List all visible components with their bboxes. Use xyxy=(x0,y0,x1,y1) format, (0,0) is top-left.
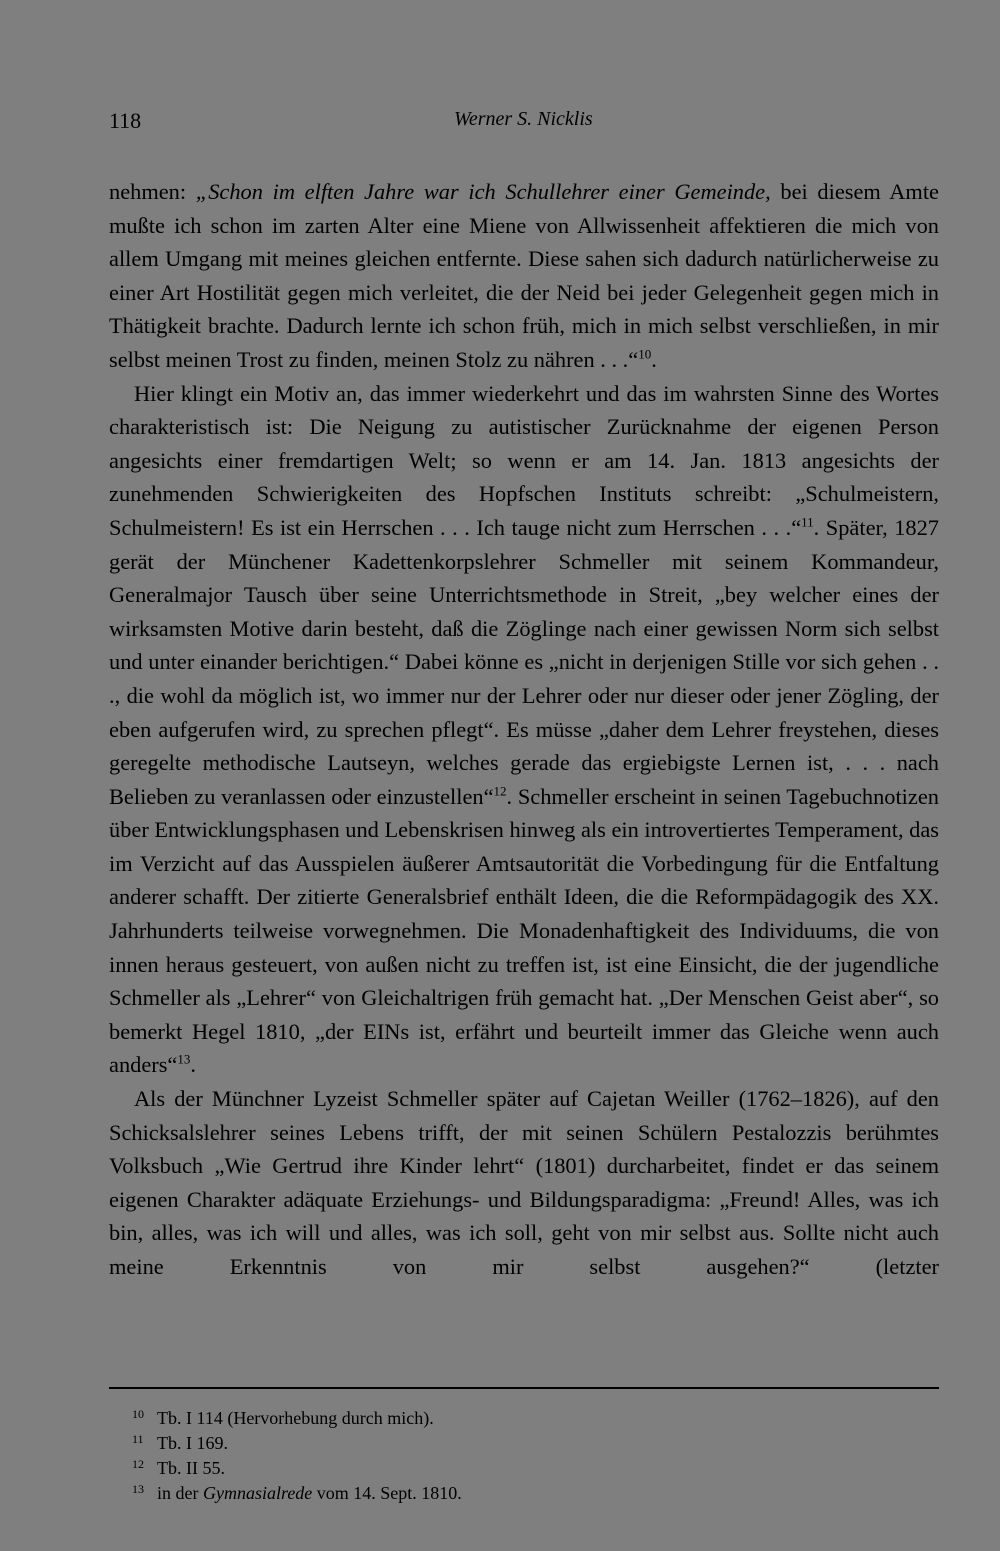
paragraph-3 xyxy=(109,1082,939,1284)
italic-quote: „Schon im elften Jahre war ich Schullehrer einer Gemeinde, xyxy=(195,179,771,204)
footnote-text: Tb. I 169. xyxy=(157,1433,228,1453)
footnote-13 xyxy=(109,1481,939,1506)
footnote-11 xyxy=(109,1431,939,1456)
footnote-10 xyxy=(109,1406,939,1431)
paragraph-2 xyxy=(109,377,939,1082)
footnote-number: 10 xyxy=(132,1407,144,1421)
text-run: . xyxy=(651,346,657,372)
footnote-text xyxy=(157,1483,462,1503)
text-run: . xyxy=(190,1052,196,1078)
footnote-text: Tb. I 114 (Hervorhebung durch mich). xyxy=(157,1408,434,1428)
text-run: bei diesem Amte mußte ich schon im zarten Alter eine Miene von Allwissenheit affektieren die mich von allem Umgang mit meines gleichen entfernte. Diese sahen sich dadurch natürlicherweise zu einer Art Hostilität gegen mich verleitet, die der Neid bei jeder Gelegenheit gegen mich in Thätigkeit brachte. Dadurch lernte ich schon früh, mich in mich selbst verschließen, in mir selbst meinen Trost zu finden, meinen Stolz zu nähren . . .“ xyxy=(109,179,939,372)
text-run: . Später, 1827 gerät der Münchener Kadettenkorpslehrer Schmeller mit seinem Kommandeur, Generalmajor Tausch über seine Unterrichtsmethode in Streit, „bey welcher eines der wirksamsten Motive darin besteht, daß die Zöglinge nach einer gewissen Norm sich selbst und unter einander berichtigen.“ Dabei könne es „nicht in derjenigen Stille vor sich gehen . . ., die wohl da möglich ist, wo immer nur der Lehrer oder nur dieser oder jener Zögling, der eben aufgerufen wird, zu sprechen pflegt“. Es müsse „daher dem Lehrer freystehen, dieses geregelte methodische Lautseyn, welches gerade das ergiebigste Lernen ist, . . . nach Belieben zu veranlassen oder einzustellen“ xyxy=(109,514,939,809)
paragraph-1 xyxy=(109,175,939,377)
text-run: . Schmeller erscheint in seinen Tagebuchnotizen über Entwicklungsphasen und Lebenskrisen hinweg als ein introvertiertes Temperament, das im Verzicht auf das Ausspielen äußerer Amtsautorität die Vorbedingung für die Entfaltung anderer schafft. Der zitierte Generalsbrief enthält Ideen, die die Reformpädagogik des XX. Jahrhunderts teilweise vorwegnehmen. Die Monadenhaftigkeit des Individuums, die von innen heraus gesteuert, von außen nicht zu treffen ist, ist eine Einsicht, die der jugendliche Schmeller als „Lehrer“ von Gleichaltrigen früh gemacht hat. „Der Menschen Geist aber“, so bemerkt Hegel 1810, „der EINs ist, erfährt und beurteilt immer das Gleiche wenn auch anders“ xyxy=(109,783,939,1078)
footnote-ref-12: 12 xyxy=(493,783,507,799)
footnote-12 xyxy=(109,1456,939,1481)
footnote-text: Tb. II 55. xyxy=(157,1458,225,1478)
body-text xyxy=(109,175,939,1284)
footnote-number: 13 xyxy=(132,1482,144,1496)
footnote-ref-13: 13 xyxy=(177,1051,191,1067)
footnote-ref-11: 11 xyxy=(801,514,814,530)
text-run: Als der Münchner Lyzeist Schmeller später auf Cajetan Weiller (1762–1826), auf den Schicksalslehrer seines Lebens trifft, der mit seinen Schülern Pestalozzis berühmtes Volksbuch „Wie Gertrud ihre Kinder lehrt“ (1801) durcharbeitet, findet er das seinem eigenen Charakter adäquate Erziehungs- und Bildungsparadigma: „Freund! Alles, was ich bin, alles, was ich will und alles, was ich soll, geht von mir selbst aus. Sollte nicht auch meine Erkenntnis von mir selbst ausgehen?“ (letzter xyxy=(109,1086,939,1279)
footnote-number: 11 xyxy=(132,1432,144,1446)
running-head-author: Werner S. Nicklis xyxy=(454,108,593,130)
italic-title: Gymnasialrede xyxy=(202,1483,313,1503)
page-number: 118 xyxy=(109,108,142,133)
footnote-number: 12 xyxy=(132,1457,144,1471)
page-header xyxy=(109,108,939,138)
text-run: Hier klingt ein Motiv an, das immer wiederkehrt und das im wahrsten Sinne des Wortes charakteristisch ist: Die Neigung zu autistischer Zurücknahme der eigenen Person angesichts einer fremdartigen Welt; so wenn er am 14. Jan. 1813 angesichts der zunehmenden Schwierigkeiten des Hopfschen Instituts schreibt: „Schulmeistern, Schulmeistern! Es ist ein Herrschen . . . Ich tauge nicht zum Herrschen . . .“ xyxy=(109,380,939,540)
text-run: vom 14. Sept. 1810. xyxy=(312,1483,462,1503)
text-run: in der xyxy=(157,1483,203,1503)
footnote-separator xyxy=(109,1387,939,1389)
text-run: nehmen: xyxy=(109,179,196,204)
footnote-ref-10: 10 xyxy=(638,346,652,362)
footnotes xyxy=(109,1406,939,1506)
